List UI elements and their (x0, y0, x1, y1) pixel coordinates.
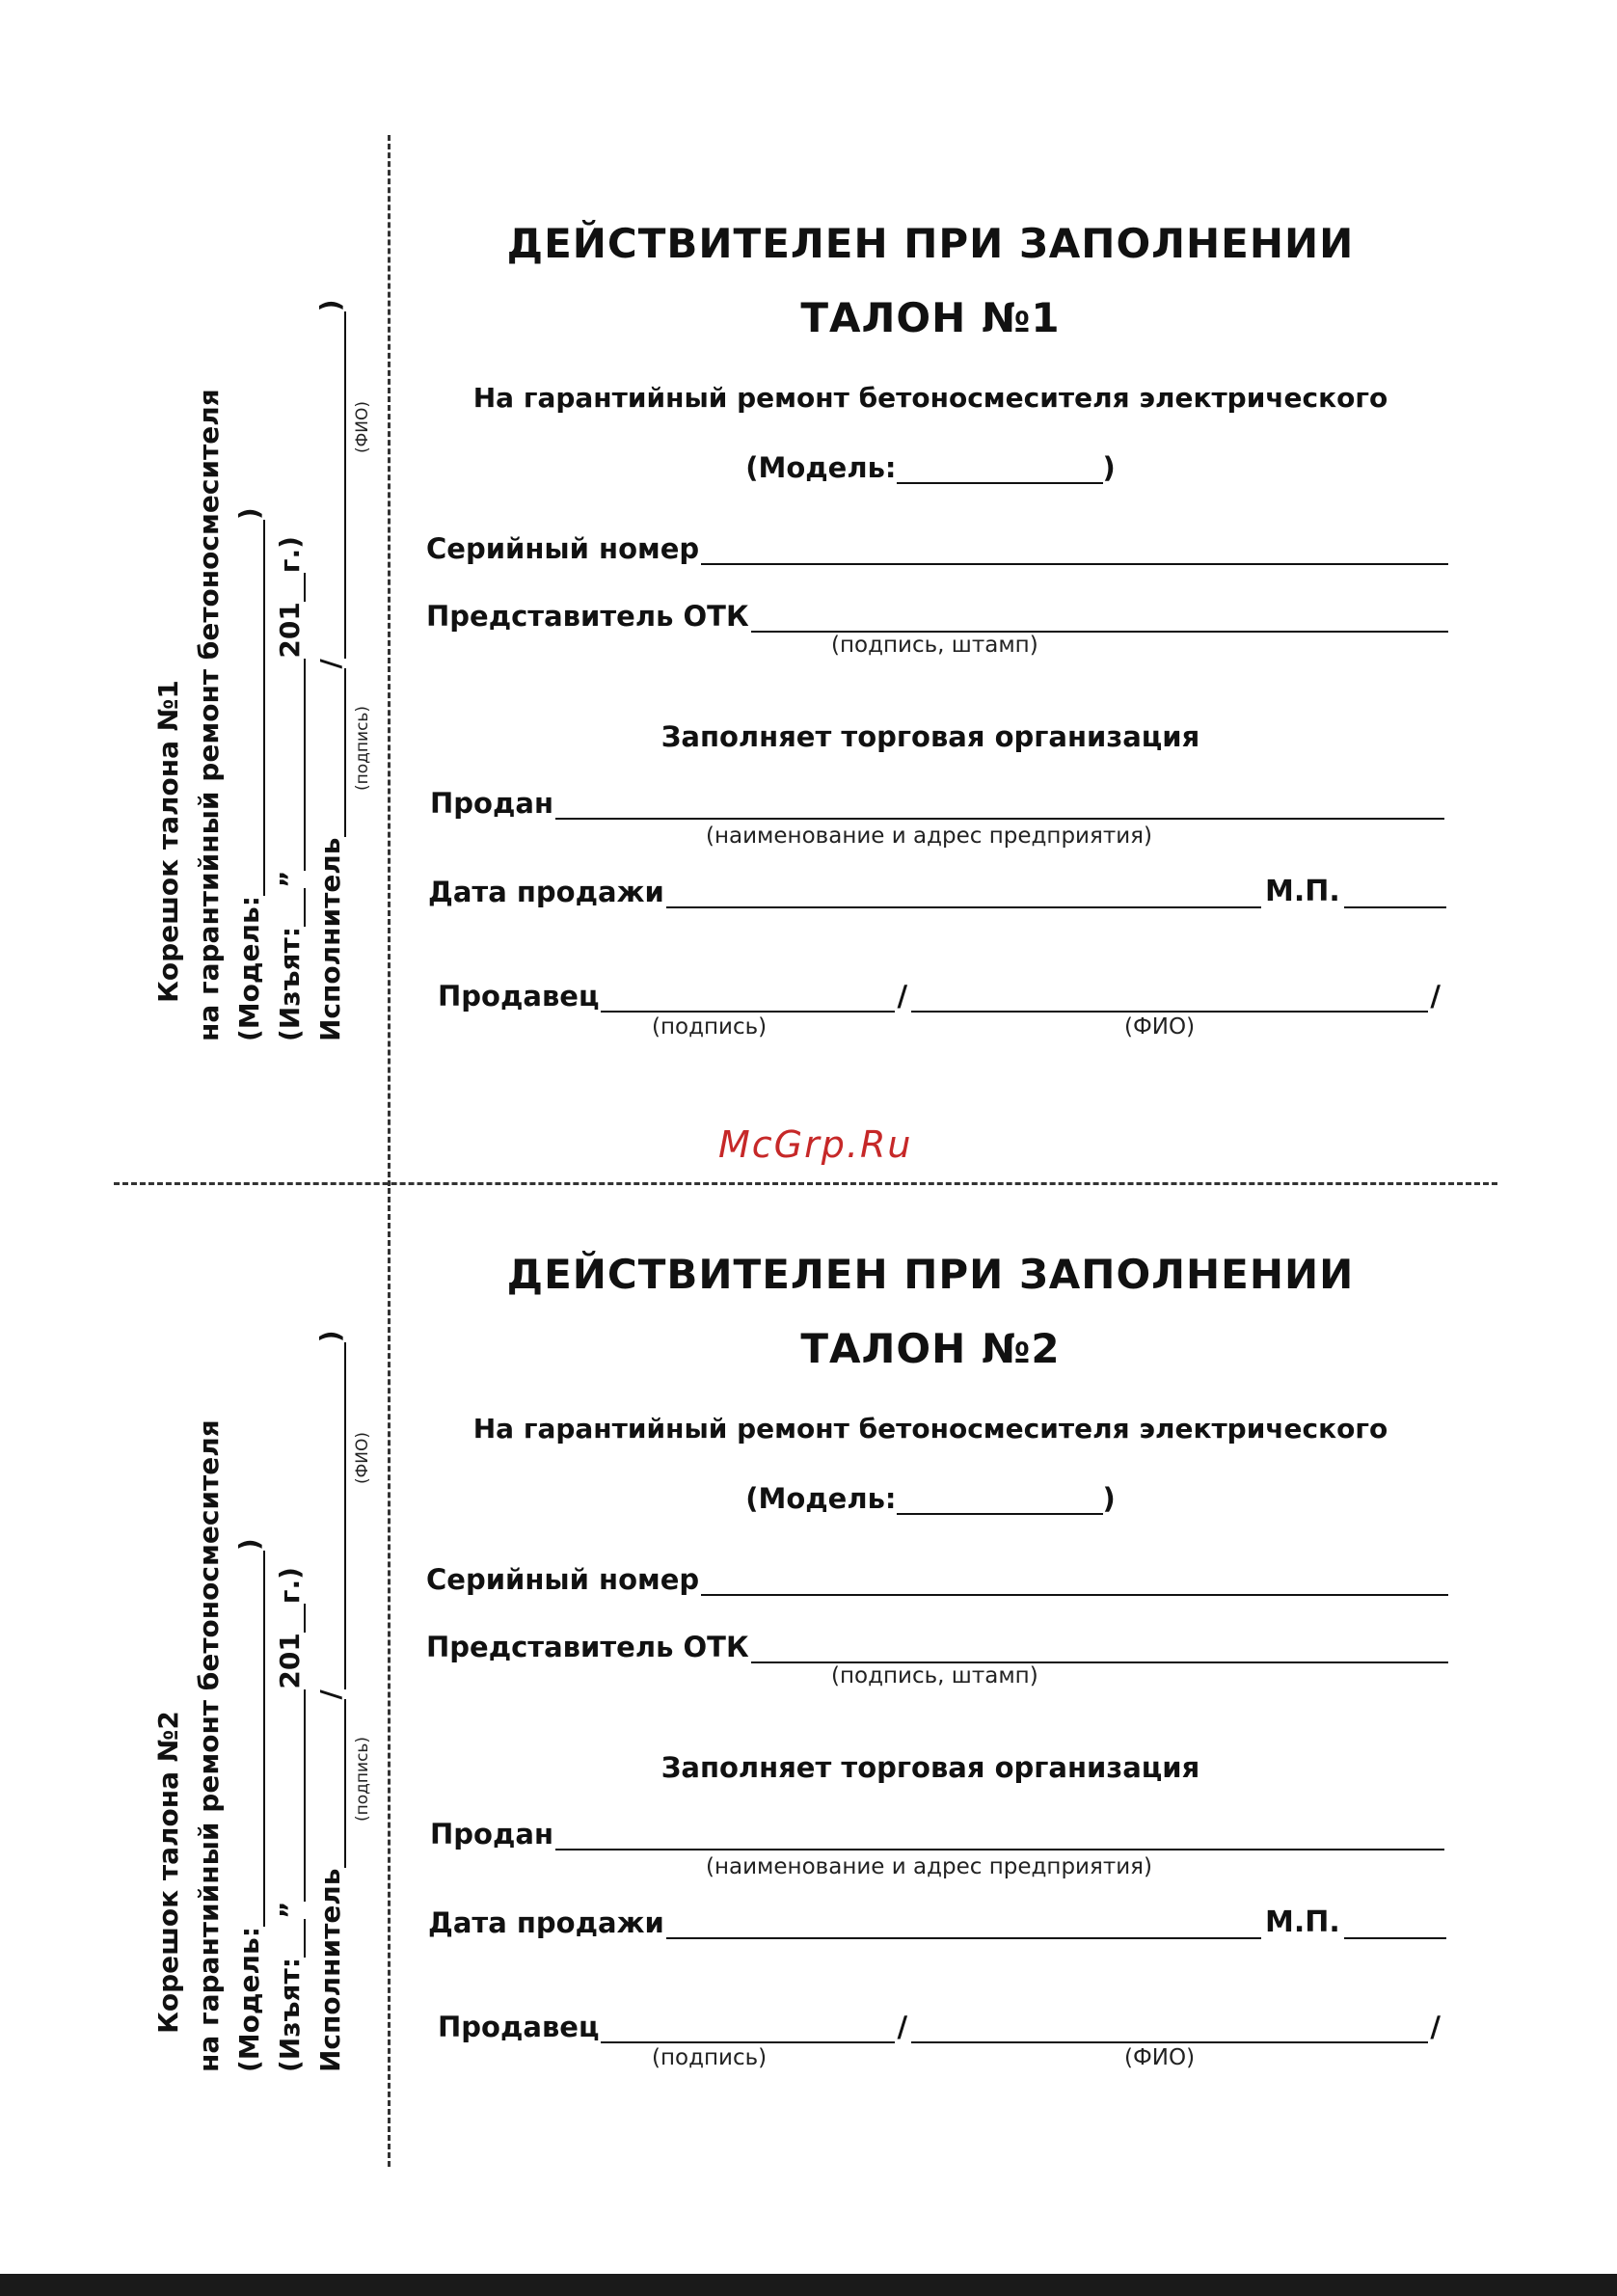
purpose-text: На гарантийный ремонт бетоносмесителя электрического (472, 382, 1388, 414)
stub-2 (152, 1282, 372, 2072)
stub-title: Корешок талона №1 (152, 680, 184, 1003)
model-field[interactable] (424, 451, 1437, 484)
serial-line[interactable] (701, 532, 1448, 565)
sold-caption: (наименование и адрес предприятия) (706, 824, 1152, 849)
otk-field[interactable] (426, 1631, 1448, 1663)
fio-caption: (ФИО) (1124, 2045, 1196, 2070)
stub-year-end: г.) (274, 1567, 306, 1605)
stub-month-line[interactable] (275, 659, 306, 871)
stub-year-end: г.) (274, 536, 306, 574)
trade-heading: Заполняет торговая организация (660, 1751, 1200, 1784)
talon-title: ТАЛОН №1 (800, 294, 1061, 341)
seller-fio-line[interactable] (911, 2011, 1428, 2043)
stub-1 (152, 251, 372, 1041)
otk-label: Представитель ОТК (426, 1631, 749, 1663)
stub-executor[interactable] (314, 1330, 346, 2072)
coupon-1 (0, 0, 1617, 1041)
model-field[interactable] (424, 1482, 1437, 1515)
stub-executor[interactable] (314, 299, 346, 1041)
seller-slash: / (897, 980, 908, 1013)
seller-field[interactable] (438, 2011, 1441, 2043)
mp-label: М.П. (1261, 1905, 1344, 1939)
seller-slash-end: / (1430, 2011, 1441, 2043)
stub-day-line[interactable] (275, 1919, 306, 1958)
serial-number-field[interactable] (426, 532, 1448, 565)
model-label: (Модель: (745, 1482, 897, 1515)
otk-line[interactable] (751, 1631, 1448, 1663)
bottom-bar (0, 2274, 1617, 2296)
stub-taken-label: (Изъят: (274, 927, 306, 1041)
sold-line[interactable] (555, 787, 1444, 820)
stub-model-label: (Модель: (233, 1927, 265, 2072)
sold-field[interactable] (430, 787, 1444, 820)
model-label: (Модель: (745, 451, 897, 484)
date-label: Дата продажи (428, 1906, 664, 1939)
serial-label: Серийный номер (426, 1563, 700, 1596)
purpose-text: На гарантийный ремонт бетоносмесителя электрического (472, 1413, 1388, 1445)
stub-executor-label: Исполнитель (314, 837, 346, 1041)
stub-year: 201 (274, 602, 306, 659)
stub-taken[interactable] (274, 536, 306, 1041)
model-close: ) (1102, 451, 1116, 484)
stub-taken-label: (Изъят: (274, 1958, 306, 2072)
fio-caption: (ФИО) (1124, 1014, 1196, 1040)
coupon-header: ДЕЙСТВИТЕЛЕН ПРИ ЗАПОЛНЕНИИ (506, 220, 1355, 267)
stub-year-line[interactable] (275, 573, 306, 602)
otk-line[interactable] (751, 600, 1448, 633)
stub-day-line[interactable] (275, 888, 306, 927)
seller-fio-line[interactable] (911, 980, 1428, 1013)
talon-title: ТАЛОН №2 (800, 1325, 1061, 1372)
sold-caption: (наименование и адрес предприятия) (706, 1854, 1152, 1879)
stub-fio-caption: (ФИО) (353, 1432, 372, 1484)
signature-caption: (подпись) (652, 2045, 768, 2070)
stub-quote: ” (274, 870, 306, 889)
seller-slash-end: / (1430, 980, 1441, 1013)
seller-field[interactable] (438, 980, 1441, 1013)
date-label: Дата продажи (428, 876, 664, 908)
serial-number-field[interactable] (426, 1563, 1448, 1596)
stub-month-line[interactable] (275, 1689, 306, 1902)
stub-model-label: (Модель: (233, 896, 265, 1041)
otk-caption: (подпись, штамп) (831, 1663, 1038, 1688)
coupon-2 (0, 1031, 1617, 2072)
stub-title: Корешок талона №2 (152, 1711, 184, 2034)
stub-year-line[interactable] (275, 1604, 306, 1633)
stub-quote: ” (274, 1901, 306, 1920)
otk-field[interactable] (426, 600, 1448, 633)
coupon-header: ДЕЙСТВИТЕЛЕН ПРИ ЗАПОЛНЕНИИ (506, 1251, 1355, 1298)
sold-label: Продан (430, 1818, 553, 1850)
signature-caption: (подпись) (652, 1014, 768, 1040)
stub-taken[interactable] (274, 1567, 306, 2072)
stub-slash: / (314, 659, 346, 669)
mp-label: М.П. (1261, 875, 1344, 908)
stub-sign-caption: (подпись) (353, 705, 372, 791)
seller-slash: / (897, 2011, 908, 2043)
stub-model-close: ) (233, 1538, 265, 1552)
serial-line[interactable] (701, 1563, 1448, 1596)
stub-model[interactable] (233, 507, 265, 1041)
stub-close: ) (314, 299, 346, 312)
stub-fio-line[interactable] (315, 1342, 346, 1689)
stub-close: ) (314, 1330, 346, 1343)
stub-purpose: на гарантийный ремонт бетоносмесителя (193, 1419, 225, 2072)
stub-model-line[interactable] (234, 520, 265, 896)
seller-label: Продавец (438, 2011, 600, 2043)
stub-sign-line[interactable] (315, 668, 346, 837)
model-close: ) (1102, 1482, 1116, 1515)
stub-slash: / (314, 1689, 346, 1700)
otk-caption: (подпись, штамп) (831, 633, 1038, 658)
otk-label: Представитель ОТК (426, 600, 749, 633)
stub-model-line[interactable] (234, 1551, 265, 1927)
sold-field[interactable] (430, 1818, 1444, 1850)
sold-line[interactable] (555, 1818, 1444, 1850)
watermark: McGrp.Ru (718, 1123, 913, 1166)
model-blank[interactable] (897, 451, 1103, 484)
stub-sign-line[interactable] (315, 1699, 346, 1868)
stub-year: 201 (274, 1633, 306, 1689)
serial-label: Серийный номер (426, 532, 700, 565)
stub-model[interactable] (233, 1538, 265, 2072)
stub-fio-line[interactable] (315, 311, 346, 659)
seller-signature-line[interactable] (601, 980, 895, 1013)
stub-fio-caption: (ФИО) (353, 401, 372, 453)
stub-model-close: ) (233, 507, 265, 521)
seller-label: Продавец (438, 980, 600, 1013)
trade-heading: Заполняет торговая организация (660, 720, 1200, 753)
model-blank[interactable] (897, 1482, 1103, 1515)
stub-executor-label: Исполнитель (314, 1868, 346, 2072)
stub-sign-caption: (подпись) (353, 1736, 372, 1822)
seller-signature-line[interactable] (601, 2011, 895, 2043)
sold-label: Продан (430, 787, 553, 820)
stub-purpose: на гарантийный ремонт бетоносмесителя (193, 389, 225, 1041)
